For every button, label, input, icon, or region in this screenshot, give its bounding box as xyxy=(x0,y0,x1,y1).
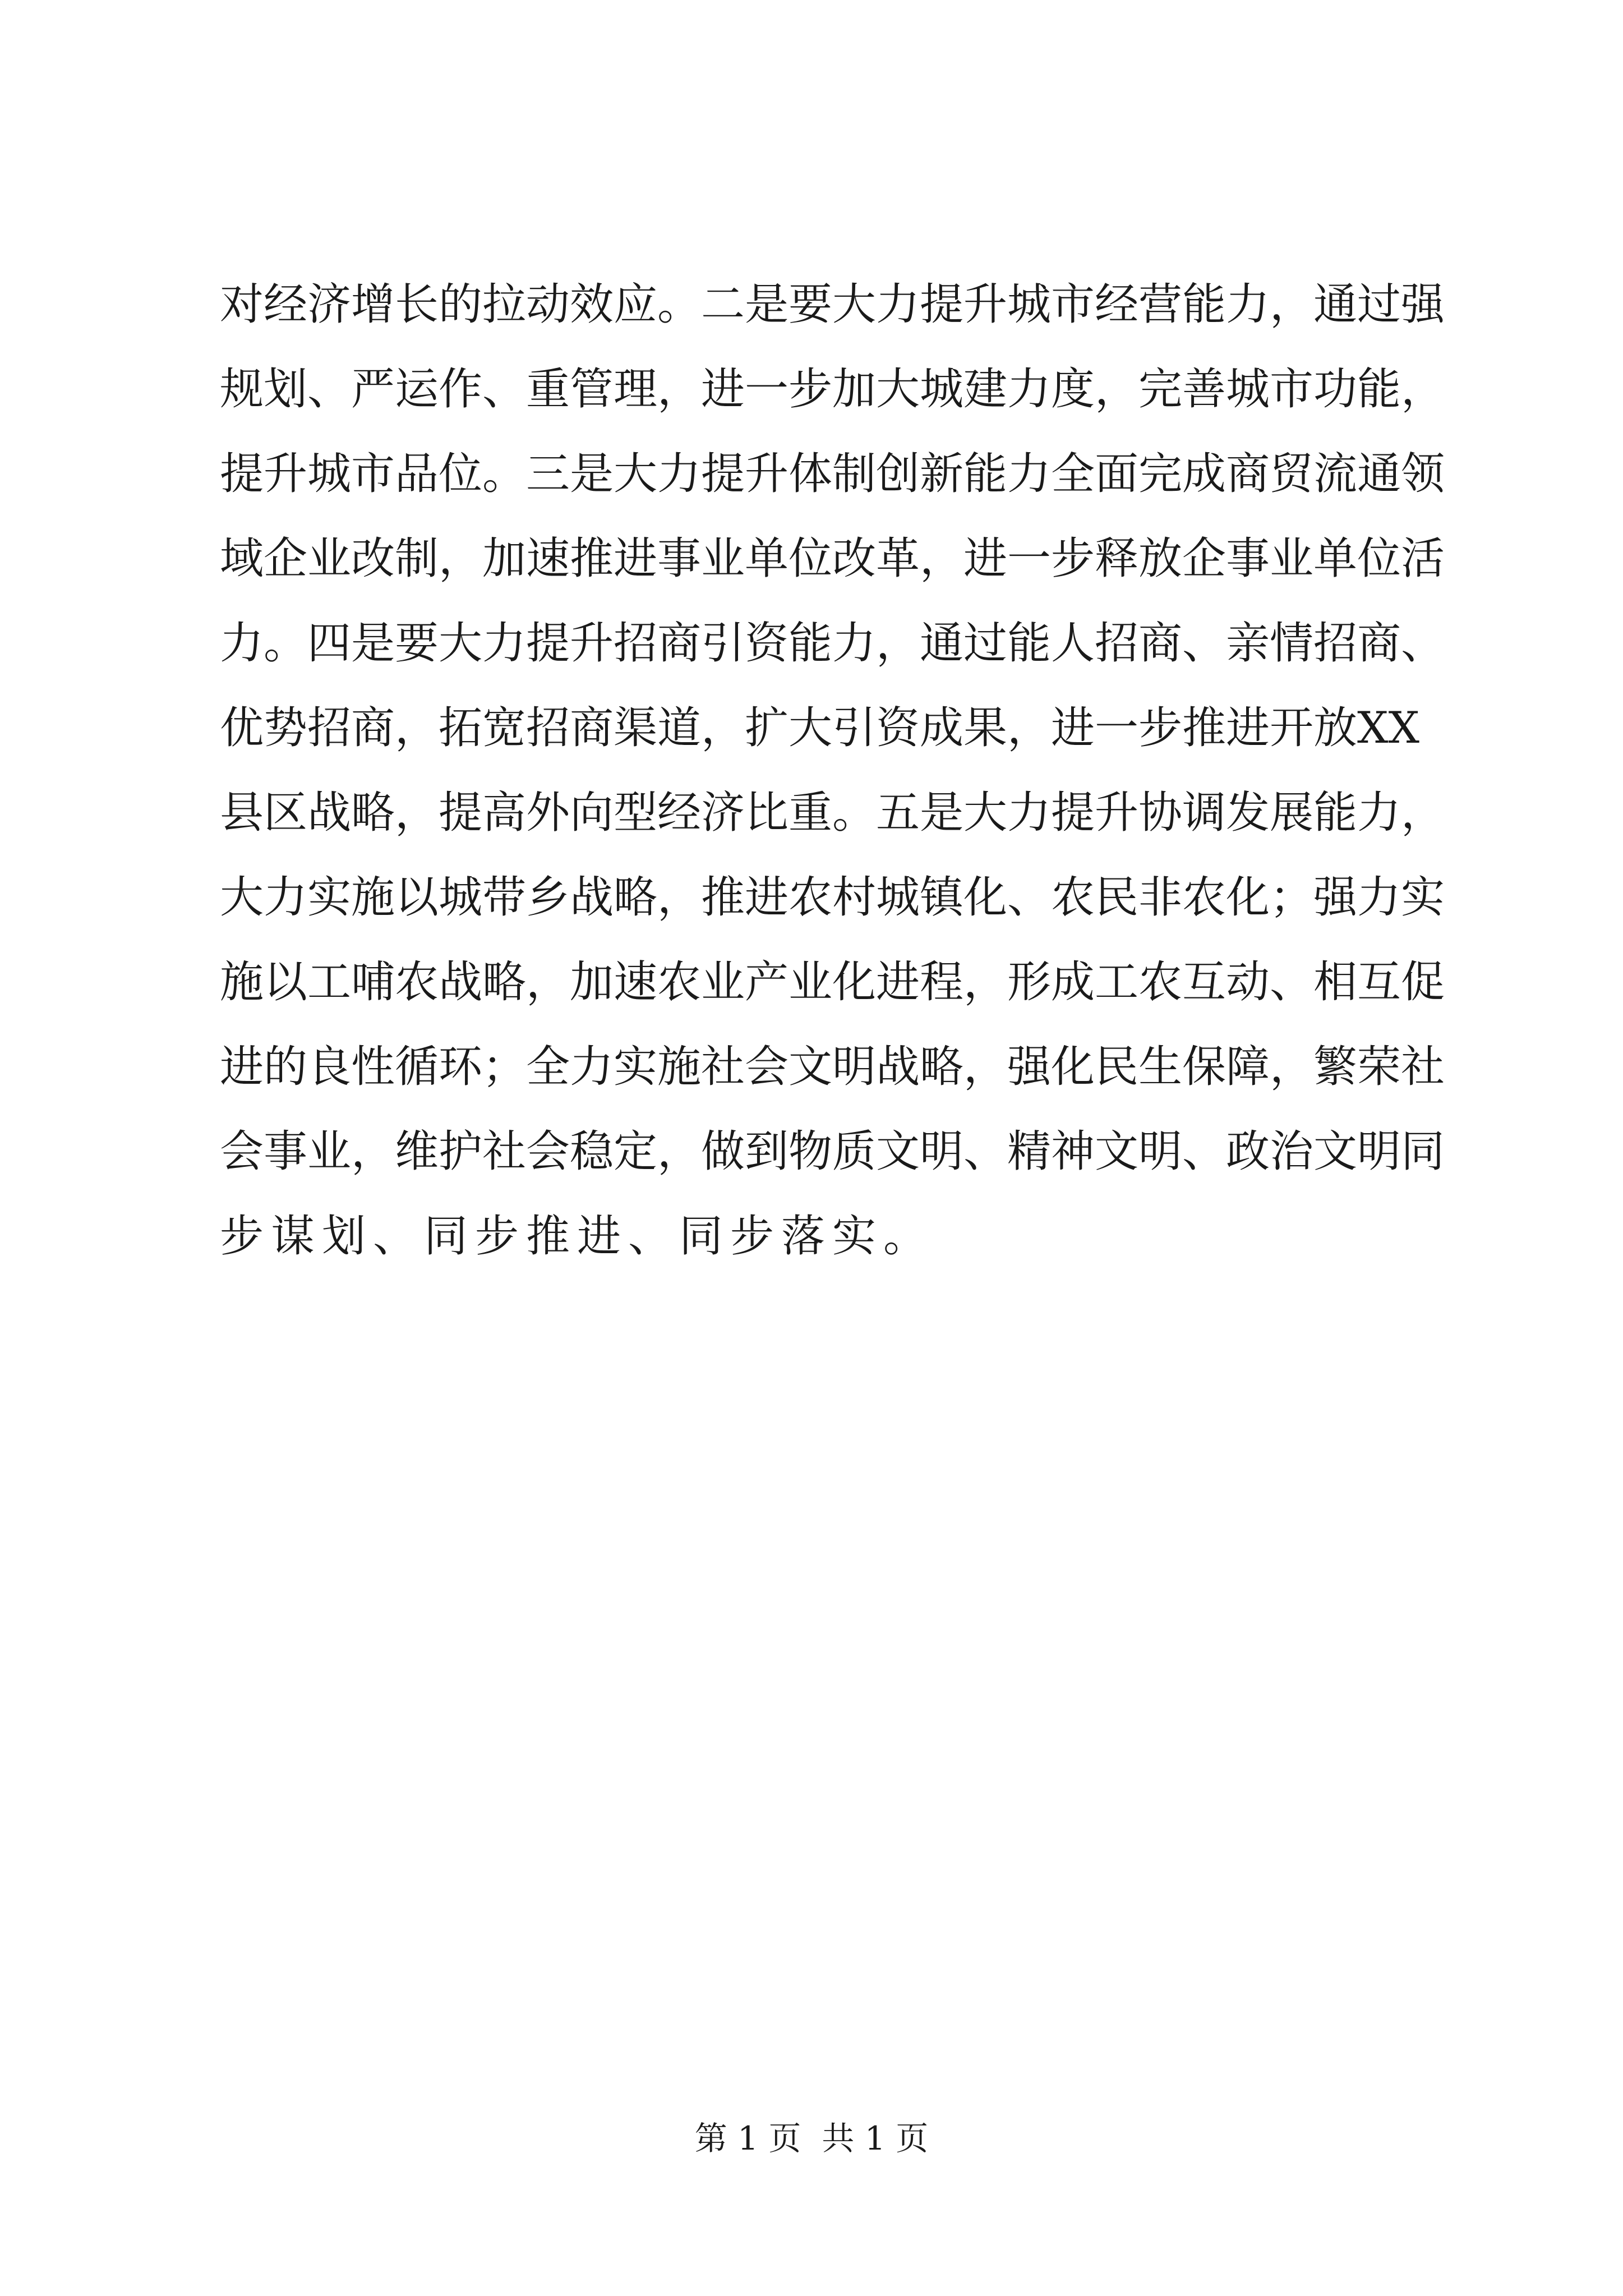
paragraph-line: 提升城市品位。三是大力提升体制创新能力全面完成商贸流通领 xyxy=(220,449,1445,499)
page-number-footer: 第 1 页 共 1 页 xyxy=(694,2119,929,2157)
paragraph-line: 会事业，维护社会稳定，做到物质文明、精神文明、政治文明同 xyxy=(220,1126,1445,1177)
paragraph-line: 力。四是要大力提升招商引资能力，通过能人招商、亲情招商、 xyxy=(220,618,1445,669)
paragraph-line: 进的良性循环；全力实施社会文明战略，强化民生保障，繁荣社 xyxy=(220,1042,1445,1092)
paragraph-line: 施以工哺农战略，加速农业产业化进程，形成工农互动、相互促 xyxy=(220,957,1445,1007)
paragraph-line: 优势招商，拓宽招商渠道，扩大引资成果，进一步推进开放XX xyxy=(220,703,1420,753)
body-paragraph xyxy=(220,263,1445,1279)
paragraph-line: 规划、严运作、重管理，进一步加大城建力度，完善城市功能， xyxy=(220,364,1445,415)
paragraph-line: 县区战略，提高外向型经济比重。五是大力提升协调发展能力， xyxy=(220,788,1445,838)
paragraph-line: 大力实施以城带乡战略，推进农村城镇化、农民非农化；强力实 xyxy=(220,872,1445,923)
paragraph-line: 对经济增长的拉动效应。二是要大力提升城市经营能力，通过强 xyxy=(220,279,1445,330)
paragraph-line: 步谋划、同步推进、同步落实。 xyxy=(220,1211,935,1262)
paragraph-line: 域企业改制，加速推进事业单位改革，进一步释放企事业单位活 xyxy=(220,533,1445,584)
